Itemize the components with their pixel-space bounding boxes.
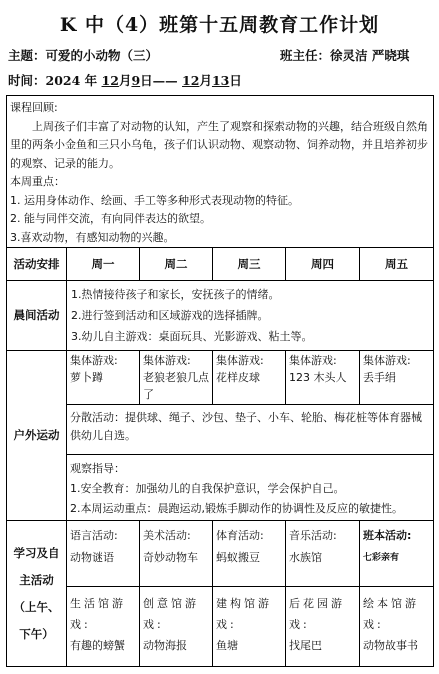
page-title: K 中（4）班第十五周教育工作计划 [59, 14, 380, 36]
study-game-cell [360, 587, 434, 667]
game-name: 老狼老狼几点了 [143, 371, 209, 401]
outdoor-label: 户外运动 [7, 351, 67, 521]
activity-type: 音乐活动: [289, 529, 337, 542]
activity-name: 动物谜语 [70, 551, 114, 564]
morning-row [7, 281, 434, 351]
teacher-line [280, 46, 409, 64]
outdoor-games-row [7, 351, 434, 405]
game-name: 丢手绢 [363, 371, 396, 384]
game-type: 集体游戏: [363, 354, 411, 367]
study-game-cell [286, 587, 360, 667]
time-end-day: 13 [211, 73, 230, 88]
focus-heading: 本周重点： [10, 175, 65, 188]
theme-label: 主题： [8, 48, 46, 63]
morning-label: 晨间活动 [7, 281, 67, 351]
outdoor-game-cell [213, 351, 286, 405]
study-label [7, 521, 67, 667]
study-activity-cell [67, 521, 140, 587]
study-game-name: 鱼塘 [216, 639, 238, 652]
focus-point: 1. 运用身体动作、绘画、手工等多种形式表现动物的特征。 [10, 193, 299, 207]
review-cell [7, 96, 434, 248]
activity-type: 语言活动: [70, 529, 118, 542]
time-month-char-2: 月 [199, 73, 212, 88]
time-line [8, 71, 242, 89]
study-game-cell [213, 587, 286, 667]
activity-name: 奇妙动物车 [143, 551, 198, 564]
study-game-type: 绘本馆游戏: [363, 597, 419, 631]
study-game-name: 有趣的螃蟹 [70, 639, 125, 652]
game-name: 123 木头人 [289, 371, 347, 384]
morning-cell [67, 281, 434, 351]
day-header: 周二 [140, 248, 213, 281]
day-header: 周四 [286, 248, 360, 281]
time-end-month: 12 [182, 73, 200, 88]
guide-item: 1.安全教育：加强幼儿的自我保护意识，学会保护自己。 [70, 482, 345, 495]
arrangement-label: 活动安排 [7, 248, 67, 281]
activity-name: 七彩亲有 [363, 553, 400, 563]
study-label-line: （上午、 [13, 599, 60, 614]
teacher-label: 班主任： [280, 48, 331, 63]
outdoor-scattered-row [7, 405, 434, 455]
guide-item: 2.本周运动重点：晨跑运动,锻炼手脚动作的协调性及反应的敏捷性。 [70, 502, 403, 515]
review-row [7, 96, 434, 248]
outdoor-game-cell [286, 351, 360, 405]
study-activity-cell [213, 521, 286, 587]
guide-heading: 观察指导： [70, 462, 125, 475]
time-year: 2024 年 [45, 73, 98, 88]
outdoor-game-cell [140, 351, 213, 405]
study-game-type: 建构馆游戏: [216, 597, 272, 631]
game-type: 集体游戏: [289, 354, 337, 367]
time-label: 时间： [8, 73, 46, 88]
guide-cell [67, 455, 434, 521]
study-label-line: 下午） [19, 626, 54, 641]
game-name: 花样皮球 [216, 371, 260, 384]
theme-value: 可爱的小动物（三） [45, 48, 159, 63]
study-activities-row [7, 521, 434, 587]
outdoor-guide-row [7, 455, 434, 521]
outdoor-game-cell [360, 351, 434, 405]
study-game-name: 动物故事书 [363, 639, 418, 652]
days-header-row [7, 248, 434, 281]
activity-name: 水族馆 [289, 551, 322, 564]
time-start-month: 12 [101, 73, 119, 88]
study-game-name: 找尾巴 [289, 639, 322, 652]
focus-point: 2. 能与同伴交流，有向同伴表达的欲望。 [10, 212, 211, 225]
morning-item: 3.幼儿自主游戏：桌面玩具、光影游戏、粘土等。 [71, 330, 313, 343]
focus-point: 3.喜欢动物，有感知动物的兴趣。 [10, 230, 175, 244]
game-name: 萝卜蹲 [70, 371, 103, 384]
day-header: 周五 [360, 248, 434, 281]
time-start-day: 9 [131, 73, 141, 88]
scattered-cell: 分散活动：提供球、绳子、沙包、垫子、小车、轮胎、梅花桩等体育器械供幼儿自选。 [67, 405, 434, 455]
plan-table [6, 95, 434, 667]
study-games-row [7, 587, 434, 667]
study-game-cell [67, 587, 140, 667]
activity-type: 体育活动: [216, 529, 264, 542]
game-type: 集体游戏: [216, 354, 264, 367]
study-game-cell [140, 587, 213, 667]
activity-name: 蚂蚁搬豆 [216, 551, 260, 564]
morning-item: 2.进行签到活动和区域游戏的选择插牌。 [71, 309, 269, 322]
review-heading: 课程回顾: [10, 101, 58, 114]
study-activity-cell [140, 521, 213, 587]
time-month-char: 月 [118, 73, 132, 88]
theme-line [8, 46, 158, 64]
activity-type: 美术活动: [143, 529, 191, 542]
study-game-type: 后花园游戏: [289, 597, 345, 631]
study-activity-cell [360, 521, 434, 587]
study-game-type: 创意馆游戏: [143, 597, 199, 631]
study-label-line: 主活动 [19, 572, 54, 587]
study-game-name: 动物海报 [143, 639, 187, 652]
morning-item: 1.热情接待孩子和家长，安抚孩子的情绪。 [71, 288, 280, 301]
game-type: 集体游戏: [143, 354, 191, 367]
study-activity-cell [286, 521, 360, 587]
time-day-char: 日 [229, 73, 242, 88]
study-label-line: 学习及自 [13, 545, 60, 560]
day-header: 周三 [213, 248, 286, 281]
time-day-dash: 日—— [140, 73, 178, 88]
outdoor-game-cell [67, 351, 140, 405]
review-body: 上周孩子们丰富了对动物的认知，产生了观察和探索动物的兴趣，结合班级自然角里的两条小金鱼和三只小乌龟，孩子们认识动物、观察动物、饲养动物，并且培养初步的观察、记录的能力。 [10, 119, 428, 170]
teacher-names: 徐灵洁 严晓琪 [330, 48, 410, 63]
study-game-type: 生活馆游戏: [70, 597, 126, 631]
activity-type: 班本活动: [363, 529, 412, 542]
day-header: 周一 [67, 248, 140, 281]
game-type: 集体游戏: [70, 354, 118, 367]
